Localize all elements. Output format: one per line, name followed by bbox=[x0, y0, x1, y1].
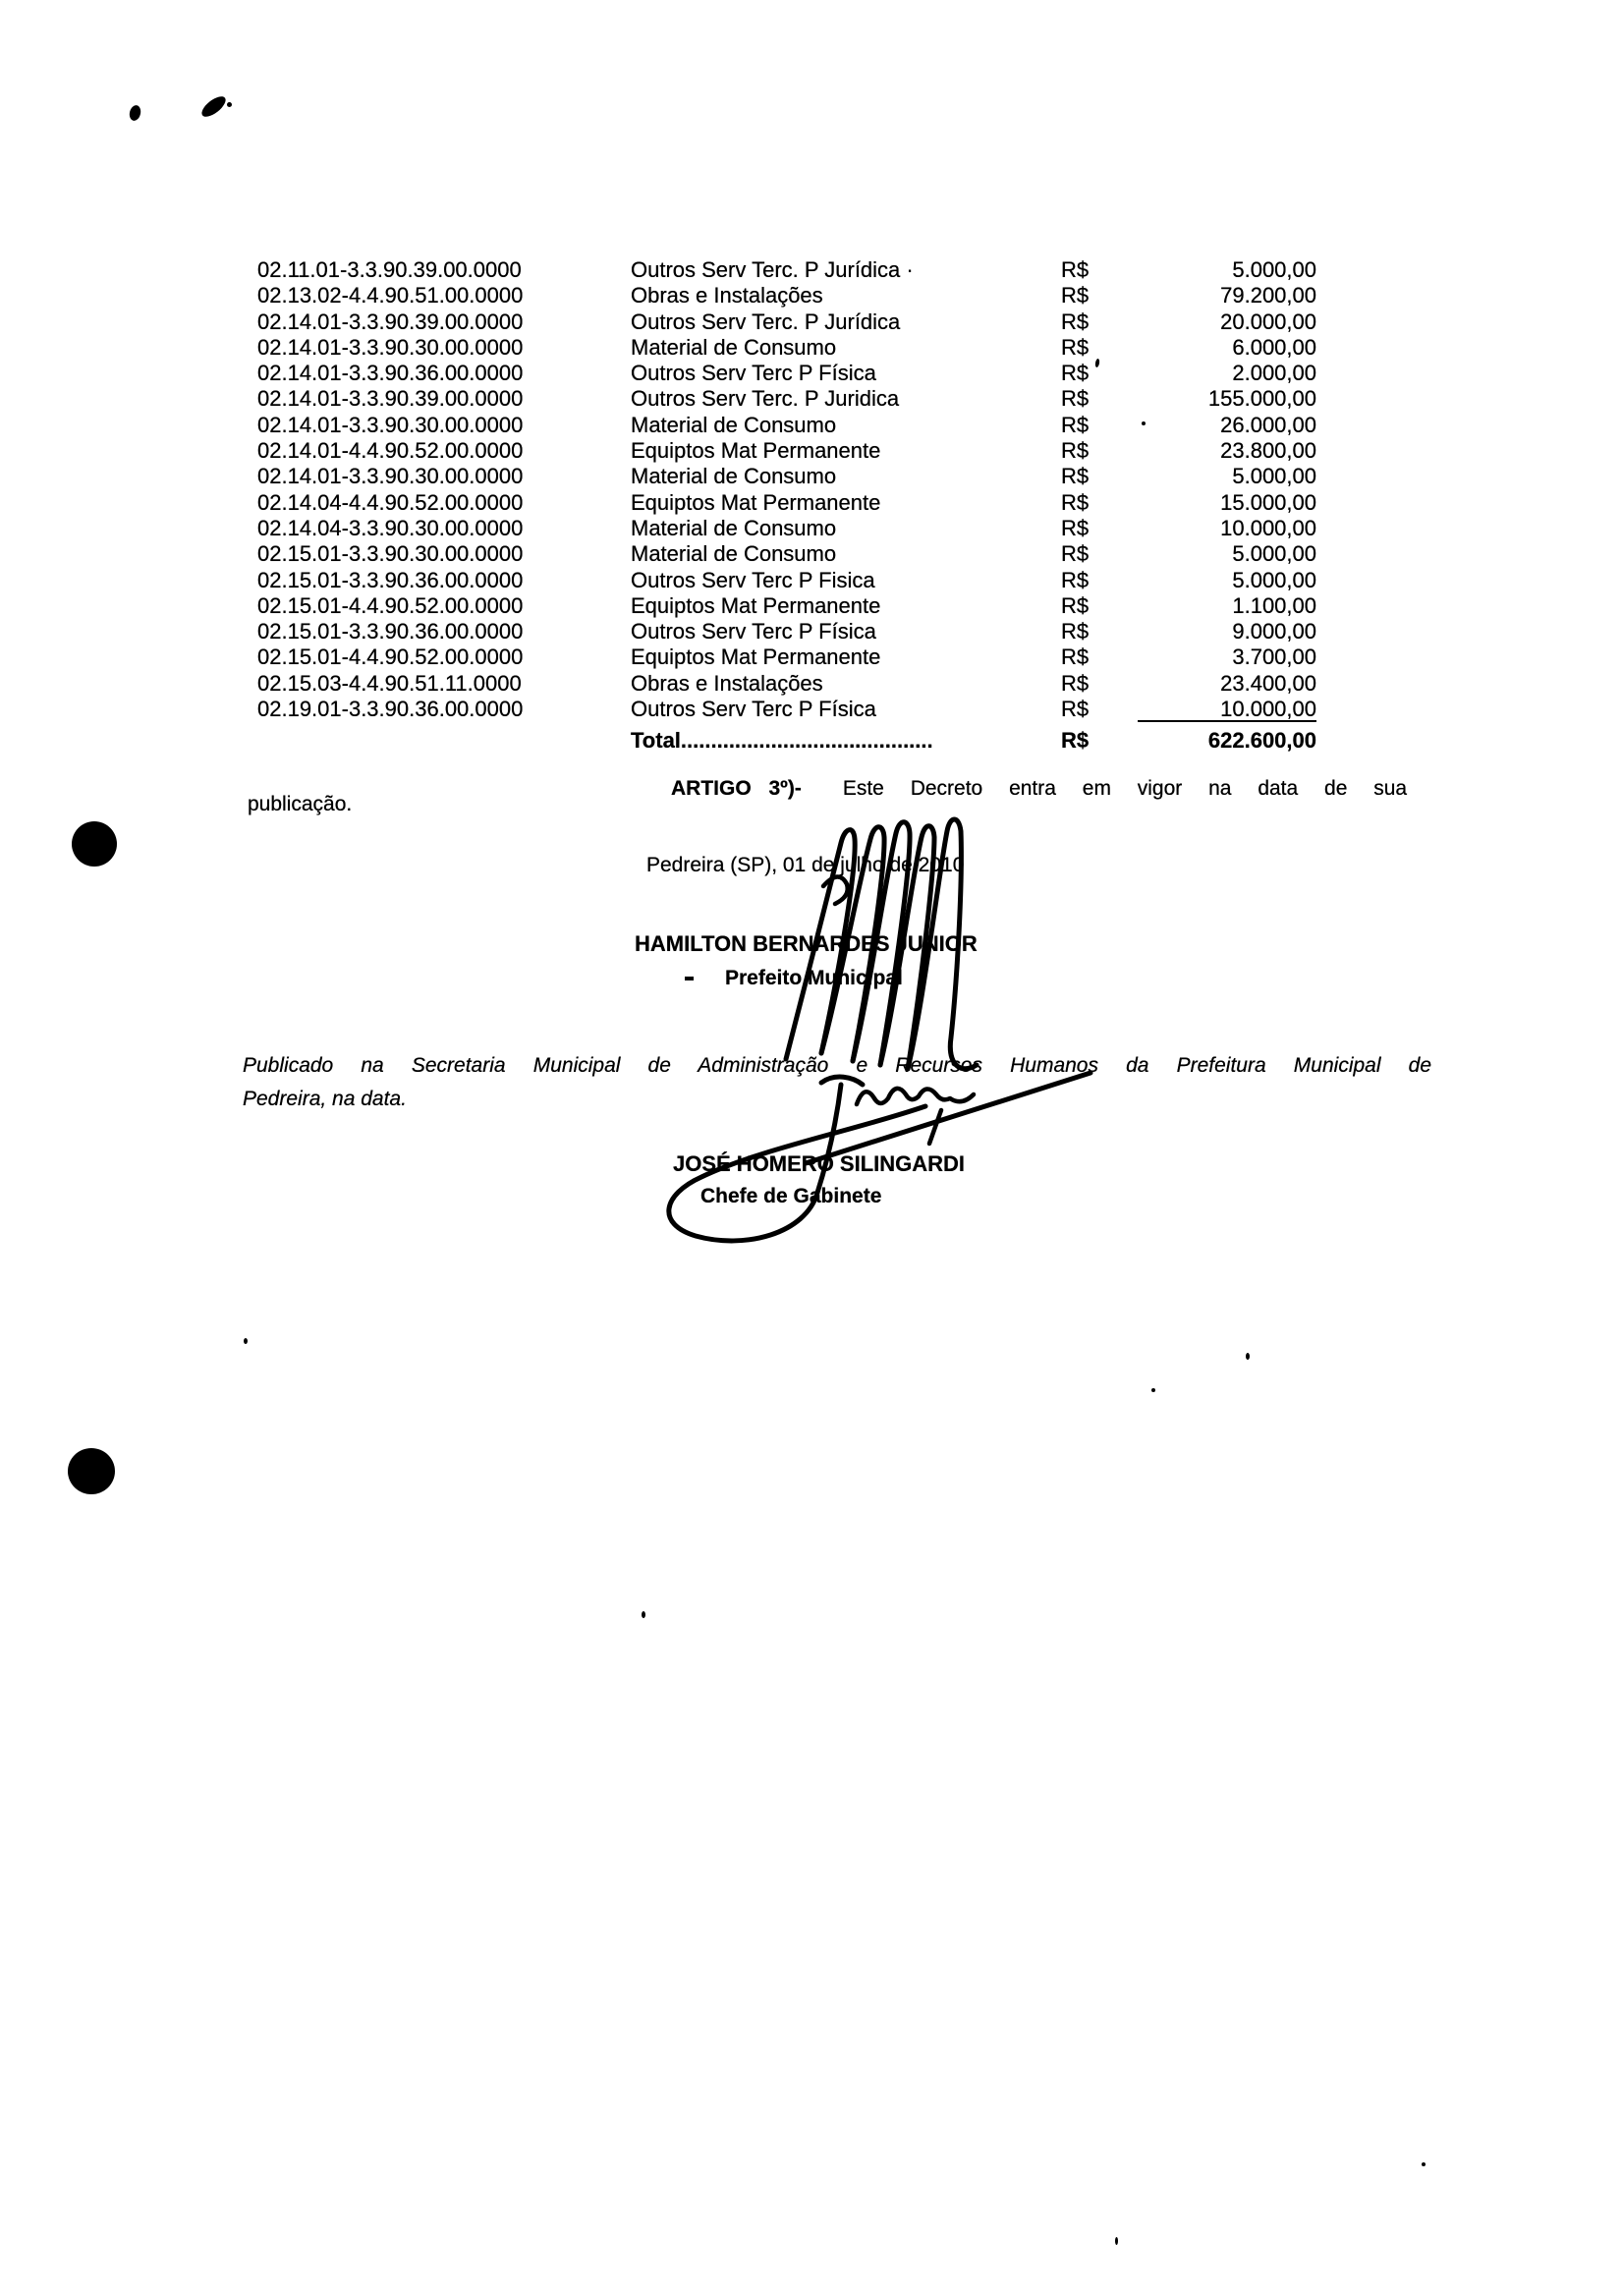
scan-speck bbox=[1115, 2237, 1118, 2245]
amount-cell: 20.000,00 bbox=[1220, 308, 1316, 334]
amount-cell: 5.000,00 bbox=[1232, 464, 1316, 489]
description-cell: Equiptos Mat Permanente bbox=[631, 592, 881, 618]
artigo-3-continuation: publicação. bbox=[248, 793, 353, 815]
table-row bbox=[257, 413, 1316, 438]
description-cell: Material de Consumo bbox=[631, 412, 837, 437]
chief-title: Chefe de Gabinete bbox=[700, 1185, 882, 1207]
chief-name: JOSÉ HOMERO SILINGARDI bbox=[673, 1151, 966, 1176]
budget-code-cell: 02.15.01-4.4.90.52.00.0000 bbox=[257, 644, 524, 670]
currency-cell: R$ bbox=[1061, 283, 1090, 308]
table-row bbox=[257, 490, 1316, 516]
punch-hole-dot-bottom bbox=[68, 1448, 115, 1494]
currency-cell: R$ bbox=[1061, 386, 1090, 412]
amount-cell: 26.000,00 bbox=[1220, 412, 1316, 437]
amount-cell: 15.000,00 bbox=[1220, 489, 1316, 515]
table-row bbox=[257, 619, 1316, 644]
total-currency: R$ bbox=[1061, 728, 1090, 754]
budget-code-cell: 02.15.01-3.3.90.36.00.0000 bbox=[257, 567, 524, 592]
budget-code-cell: 02.15.01-3.3.90.36.00.0000 bbox=[257, 619, 524, 644]
amount-cell: 2.000,00 bbox=[1232, 361, 1316, 386]
table-row bbox=[257, 361, 1316, 386]
budget-code-cell: 02.13.02-4.4.90.51.00.0000 bbox=[257, 283, 524, 308]
description-cell: Material de Consumo bbox=[631, 334, 837, 360]
currency-cell: R$ bbox=[1061, 464, 1090, 489]
amount-cell: 23.400,00 bbox=[1220, 670, 1316, 696]
currency-cell: R$ bbox=[1061, 361, 1090, 386]
description-cell: Material de Consumo bbox=[631, 515, 837, 540]
currency-cell: R$ bbox=[1061, 334, 1090, 360]
budget-code-cell: 02.14.01-3.3.90.30.00.0000 bbox=[257, 334, 524, 360]
table-row bbox=[257, 464, 1316, 489]
table-row bbox=[257, 309, 1316, 335]
scan-speck bbox=[1142, 421, 1146, 425]
budget-code-cell: 02.14.01-3.3.90.36.00.0000 bbox=[257, 361, 524, 386]
published-note-line1: Publicado na Secretaria Municipal de Administração e Recursos Humanos da Prefeitura Municipal de bbox=[243, 1054, 1431, 1077]
amount-cell: 5.000,00 bbox=[1232, 257, 1316, 282]
table-row bbox=[257, 541, 1316, 567]
budget-code-cell: 02.14.01-3.3.90.30.00.0000 bbox=[257, 464, 524, 489]
description-cell: Outros Serv Terc P Física bbox=[631, 619, 876, 644]
mayor-name: HAMILTON BERNARDES JUNIOR bbox=[635, 931, 978, 956]
amount-cell: 79.200,00 bbox=[1220, 283, 1316, 308]
description-cell: Equiptos Mat Permanente bbox=[631, 644, 881, 670]
description-cell: Outros Serv Terc P Fisica bbox=[631, 567, 875, 592]
description-cell: Material de Consumo bbox=[631, 464, 837, 489]
budget-table-body bbox=[257, 257, 1316, 722]
currency-cell: R$ bbox=[1061, 670, 1090, 696]
scan-speck bbox=[1151, 1388, 1155, 1392]
currency-cell: R$ bbox=[1061, 515, 1090, 540]
total-amount: 622.600,00 bbox=[1207, 728, 1316, 754]
ink-blot-small bbox=[128, 104, 142, 122]
amount-cell: 9.000,00 bbox=[1232, 619, 1316, 644]
currency-cell: R$ bbox=[1061, 489, 1090, 515]
budget-code-cell: 02.14.01-3.3.90.30.00.0000 bbox=[257, 412, 524, 437]
artigo-3-text: Este Decreto entra em vigor na data de sua bbox=[842, 777, 1408, 800]
scan-speck bbox=[1246, 1353, 1250, 1360]
budget-code-cell: 02.14.04-3.3.90.30.00.0000 bbox=[257, 515, 524, 540]
currency-cell: R$ bbox=[1061, 619, 1090, 644]
description-cell: Outros Serv Terc P Física bbox=[631, 361, 876, 386]
table-row bbox=[257, 335, 1316, 361]
punch-hole-dot-top bbox=[72, 821, 117, 867]
amount-cell: 3.700,00 bbox=[1232, 644, 1316, 670]
table-row bbox=[257, 516, 1316, 541]
currency-cell: R$ bbox=[1061, 541, 1090, 567]
description-cell: Material de Consumo bbox=[631, 541, 837, 567]
description-cell: Equiptos Mat Permanente bbox=[631, 489, 881, 515]
ink-speck bbox=[227, 102, 232, 107]
budget-code-cell: 02.19.01-3.3.90.36.00.0000 bbox=[257, 697, 524, 722]
table-row bbox=[257, 671, 1316, 697]
scan-speck bbox=[244, 1338, 248, 1344]
description-cell: Obras e Instalações bbox=[631, 670, 823, 696]
budget-code-cell: 02.15.01-4.4.90.52.00.0000 bbox=[257, 592, 524, 618]
artigo-3-paragraph bbox=[671, 777, 1407, 801]
description-cell: Outros Serv Terc. P Juridica bbox=[631, 386, 900, 412]
table-row bbox=[257, 257, 1316, 283]
budget-code-cell: 02.14.04-4.4.90.52.00.0000 bbox=[257, 489, 524, 515]
budget-code-cell: 02.14.01-3.3.90.39.00.0000 bbox=[257, 308, 524, 334]
total-row bbox=[257, 728, 1316, 754]
currency-cell: R$ bbox=[1061, 592, 1090, 618]
currency-cell: R$ bbox=[1061, 438, 1090, 464]
currency-cell: R$ bbox=[1061, 697, 1090, 722]
currency-cell: R$ bbox=[1061, 308, 1090, 334]
ink-blot-comma bbox=[198, 92, 229, 120]
amount-cell: 155.000,00 bbox=[1207, 386, 1316, 412]
currency-cell: R$ bbox=[1061, 644, 1090, 670]
table-row bbox=[257, 386, 1316, 412]
budget-code-cell: 02.15.03-4.4.90.51.11.0000 bbox=[257, 670, 522, 696]
total-code-spacer bbox=[257, 728, 631, 754]
table-row bbox=[257, 283, 1316, 308]
description-cell: Obras e Instalações bbox=[631, 283, 823, 308]
scan-speck bbox=[1422, 2162, 1426, 2166]
total-label: Total.......................................... bbox=[631, 728, 933, 754]
table-row bbox=[257, 593, 1316, 619]
budget-table bbox=[257, 257, 1316, 755]
currency-cell: R$ bbox=[1061, 412, 1090, 437]
mayor-title: Prefeito Municipal bbox=[725, 967, 903, 989]
budget-code-cell: 02.14.01-3.3.90.39.00.0000 bbox=[257, 386, 524, 412]
scan-speck bbox=[642, 1611, 645, 1618]
amount-cell: 5.000,00 bbox=[1232, 541, 1316, 567]
amount-cell: 10.000,00 bbox=[1220, 515, 1316, 540]
budget-code-cell: 02.14.01-4.4.90.52.00.0000 bbox=[257, 438, 524, 464]
description-cell: Outros Serv Terc. P Jurídica · bbox=[631, 257, 914, 282]
table-row bbox=[257, 568, 1316, 593]
budget-code-cell: 02.15.01-3.3.90.30.00.0000 bbox=[257, 541, 524, 567]
artigo-3-label: ARTIGO 3º)- bbox=[671, 777, 802, 800]
amount-cell: 10.000,00 bbox=[1138, 697, 1316, 722]
ink-dash bbox=[685, 977, 694, 980]
budget-code-cell: 02.11.01-3.3.90.39.00.0000 bbox=[257, 257, 522, 282]
amount-cell: 5.000,00 bbox=[1232, 567, 1316, 592]
currency-cell: R$ bbox=[1061, 257, 1090, 282]
table-row bbox=[257, 697, 1316, 722]
description-cell: Equiptos Mat Permanente bbox=[631, 438, 881, 464]
amount-cell: 1.100,00 bbox=[1232, 592, 1316, 618]
description-cell: Outros Serv Terc P Física bbox=[631, 697, 876, 722]
table-row bbox=[257, 644, 1316, 670]
amount-cell: 6.000,00 bbox=[1232, 334, 1316, 360]
dateline: Pedreira (SP), 01 de julho de 2010 bbox=[646, 854, 965, 876]
table-row bbox=[257, 438, 1316, 464]
amount-cell: 23.800,00 bbox=[1220, 438, 1316, 464]
published-note-line2: Pedreira, na data. bbox=[243, 1088, 407, 1110]
description-cell: Outros Serv Terc. P Jurídica bbox=[631, 308, 901, 334]
currency-cell: R$ bbox=[1061, 567, 1090, 592]
